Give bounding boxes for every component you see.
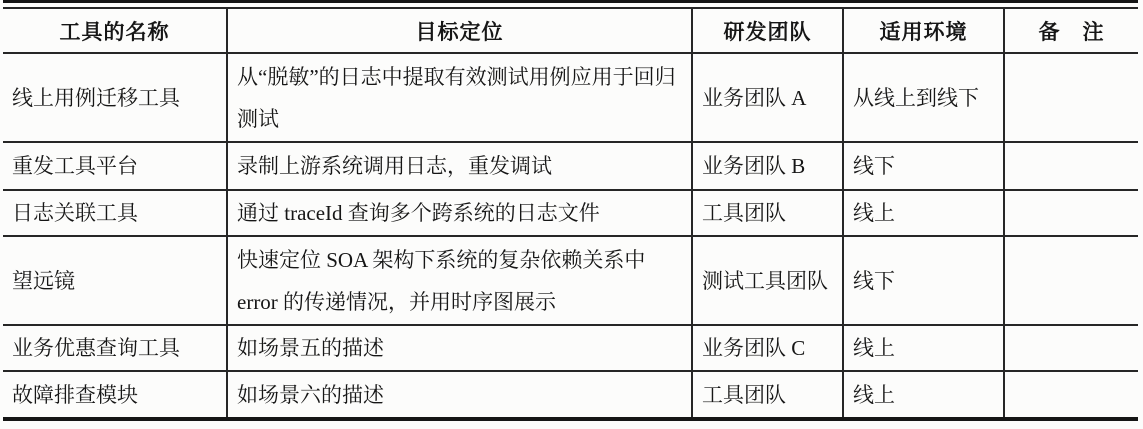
- tools-table-wrap: [3, 0, 1138, 421]
- cell-goal: 如场景六的描述: [227, 371, 692, 417]
- cell-goal: 通过 traceId 查询多个跨系统的日志文件: [227, 190, 692, 236]
- cell-note: [1004, 190, 1138, 236]
- tools-table: [3, 7, 1138, 417]
- cell-env: 线上: [843, 190, 1004, 236]
- cell-team: 业务团队 C: [692, 325, 843, 371]
- cell-note: [1004, 371, 1138, 417]
- cell-goal: 录制上游系统调用日志，重发调试: [227, 142, 692, 190]
- cell-note: [1004, 325, 1138, 371]
- header-tool-name: 工具的名称: [3, 8, 227, 53]
- cell-team: 工具团队: [692, 190, 843, 236]
- table-row: [3, 325, 1138, 371]
- cell-note: [1004, 142, 1138, 190]
- cell-tool-name: 业务优惠查询工具: [3, 325, 227, 371]
- cell-env: 线下: [843, 142, 1004, 190]
- cell-tool-name: 望远镜: [3, 236, 227, 325]
- cell-team: 业务团队 B: [692, 142, 843, 190]
- cell-env: 线下: [843, 236, 1004, 325]
- cell-tool-name: 日志关联工具: [3, 190, 227, 236]
- cell-tool-name: 故障排查模块: [12, 382, 138, 407]
- cell-note: [1004, 53, 1138, 142]
- cell-goal: 从“脱敏”的日志中提取有效测试用例应用于回归测试: [227, 53, 692, 142]
- cell-tool-name: 重发工具平台: [3, 142, 227, 190]
- cell-goal: 快速定位 SOA 架构下系统的复杂依赖关系中 error 的传递情况，并用时序图展示: [227, 236, 692, 325]
- cell-env: 线上: [843, 371, 1004, 417]
- header-note: 备 注: [1004, 8, 1138, 53]
- header-goal: 目标定位: [227, 8, 692, 53]
- cell-team: 测试工具团队: [692, 236, 843, 325]
- table-row: [3, 371, 1138, 417]
- cell-goal: 如场景五的描述: [227, 325, 692, 371]
- table-row: [3, 190, 1138, 236]
- cell-tool-name: 线上用例迁移工具: [3, 53, 227, 142]
- table-row: [3, 53, 1138, 142]
- cell-env: 从线上到线下: [843, 53, 1004, 142]
- cell-env: 线上: [843, 325, 1004, 371]
- header-row: [3, 8, 1138, 53]
- cell-team: 工具团队: [692, 371, 843, 417]
- header-team: 研发团队: [692, 8, 843, 53]
- cell-team: 业务团队 A: [692, 53, 843, 142]
- header-env: 适用环境: [843, 8, 1004, 53]
- table-row: [3, 236, 1138, 325]
- cell-note: [1004, 236, 1138, 325]
- table-row: [3, 142, 1138, 190]
